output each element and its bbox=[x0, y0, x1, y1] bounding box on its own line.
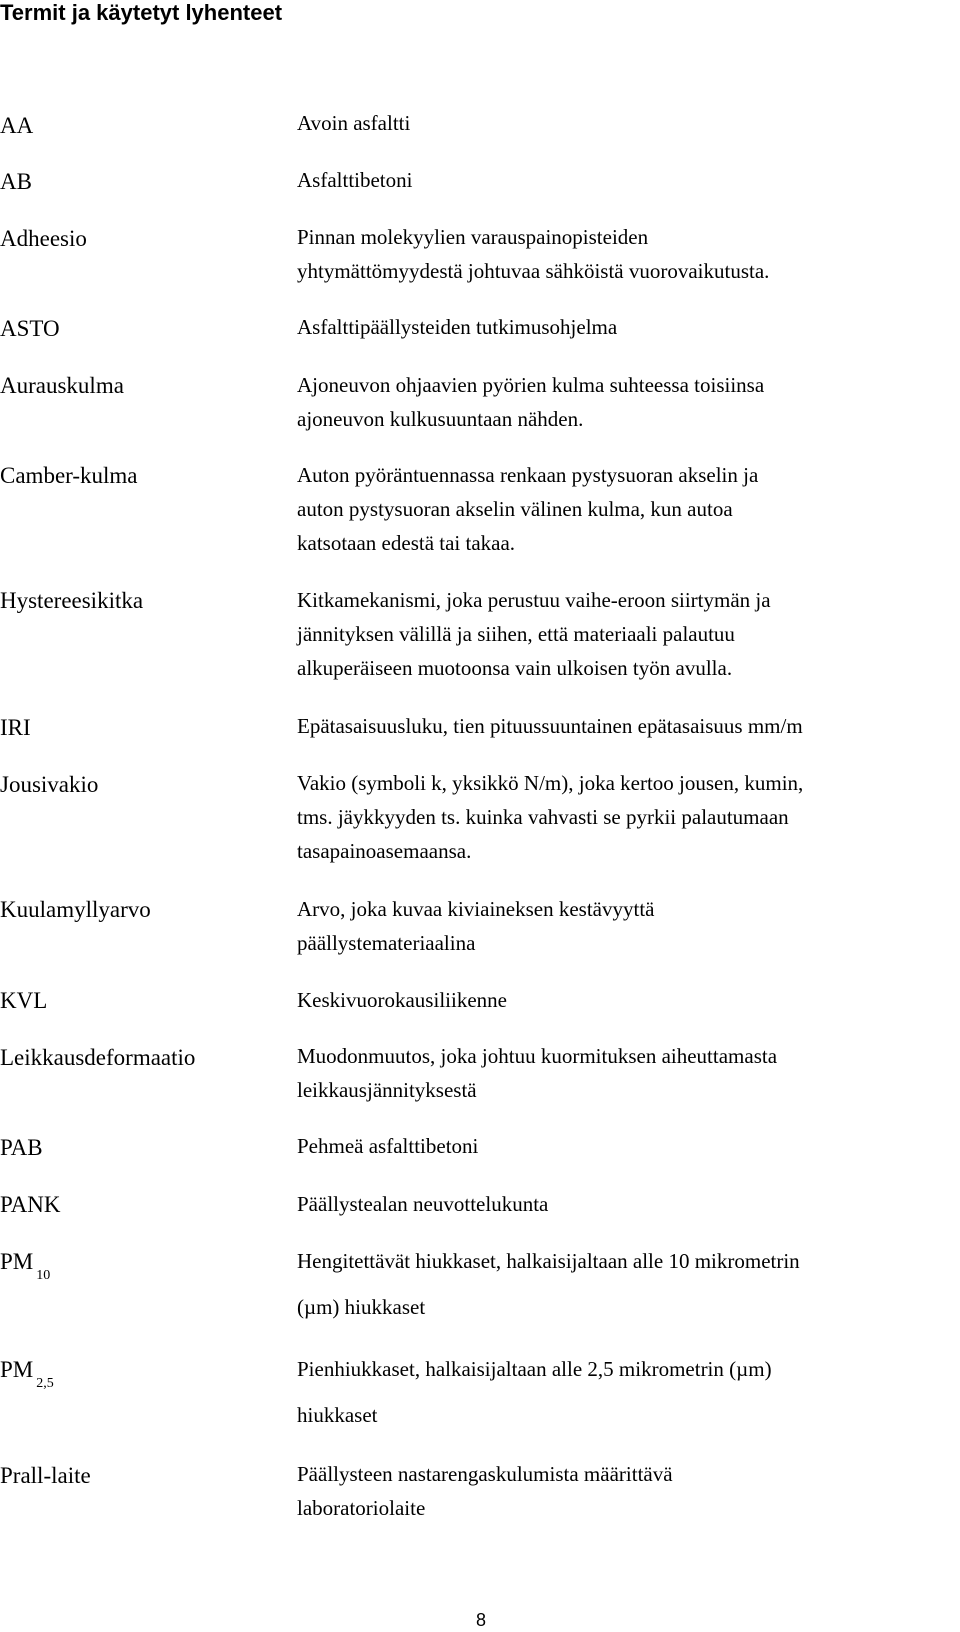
definition-pm10 bbox=[297, 1238, 957, 1330]
term-kuulamyllyarvo: Kuulamyllyarvo bbox=[0, 897, 151, 922]
definition-line: Avoin asfaltti bbox=[297, 111, 411, 135]
definition-line: Päällystealan neuvottelukunta bbox=[297, 1192, 549, 1216]
definition-ab bbox=[297, 163, 957, 197]
definition-line: (µm) hiukkaset bbox=[297, 1295, 426, 1319]
definition-iri bbox=[297, 709, 957, 743]
term-leikkausdeformaatio: Leikkausdeformaatio bbox=[0, 1045, 196, 1070]
definition-adheesio bbox=[297, 220, 957, 288]
term-pm10-base: PM bbox=[0, 1249, 34, 1274]
definition-line: leikkausjännityksestä bbox=[297, 1078, 477, 1102]
definition-kvl bbox=[297, 983, 957, 1017]
definition-hystereesikitka bbox=[297, 583, 957, 685]
definition-line: Muodonmuutos, joka johtuu kuormituksen aiheuttamasta bbox=[297, 1044, 778, 1068]
definition-line: hiukkaset bbox=[297, 1403, 378, 1427]
definition-line: katsotaan edestä tai takaa. bbox=[297, 531, 516, 555]
page-heading: Termit ja käytetyt lyhenteet bbox=[0, 0, 283, 25]
definition-line: tasapainoasemaansa. bbox=[297, 839, 472, 863]
definition-line: Arvo, joka kuvaa kiviaineksen kestävyyttä bbox=[297, 897, 655, 921]
definition-pank bbox=[297, 1187, 957, 1221]
term-pm25-base: PM bbox=[0, 1357, 34, 1382]
term-hystereesikitka: Hystereesikitka bbox=[0, 588, 144, 613]
definition-line: alkuperäiseen muotoonsa vain ulkoisen työn avulla. bbox=[297, 656, 733, 680]
term-pm25 bbox=[0, 1356, 54, 1391]
term-asto: ASTO bbox=[0, 316, 60, 341]
definition-line: Ajoneuvon ohjaavien pyörien kulma suhteessa toisiinsa bbox=[297, 373, 765, 397]
term-pm10-subscript: 10 bbox=[36, 1268, 51, 1283]
definition-kuulamyllyarvo bbox=[297, 892, 957, 960]
term-pm10 bbox=[0, 1248, 51, 1283]
definition-line: Asfalttipäällysteiden tutkimusohjelma bbox=[297, 315, 618, 339]
definition-leikkausdeformaatio bbox=[297, 1039, 957, 1107]
definition-line: Auton pyöräntuennassa renkaan pystysuoran akselin ja bbox=[297, 463, 759, 487]
term-prall-laite: Prall-laite bbox=[0, 1463, 91, 1488]
definition-prall-laite bbox=[297, 1457, 957, 1525]
term-kvl: KVL bbox=[0, 988, 48, 1013]
term-ab: AB bbox=[0, 169, 32, 194]
term-aa: AA bbox=[0, 113, 34, 138]
definition-line: Vakio (symboli k, yksikkö N/m), joka kertoo jousen, kumin, bbox=[297, 771, 804, 795]
definition-jousivakio bbox=[297, 766, 957, 868]
definition-line: Pehmeä asfalttibetoni bbox=[297, 1134, 479, 1158]
definition-line: Keskivuorokausiliikenne bbox=[297, 988, 507, 1012]
definition-line: Pienhiukkaset, halkaisijaltaan alle 2,5 mikrometrin (µm) bbox=[297, 1357, 772, 1381]
definition-pm25 bbox=[297, 1346, 957, 1438]
term-aurauskulma: Aurauskulma bbox=[0, 373, 124, 398]
definition-line: Epätasaisuusluku, tien pituussuuntainen epätasaisuus mm/m bbox=[297, 714, 803, 738]
definition-line: Pinnan molekyylien varauspainopisteiden bbox=[297, 225, 649, 249]
definition-line: laboratoriolaite bbox=[297, 1496, 426, 1520]
definition-line: Hengitettävät hiukkaset, halkaisijaltaan alle 10 mikrometrin bbox=[297, 1249, 800, 1273]
page-number: 8 bbox=[476, 1610, 487, 1630]
definition-aa bbox=[297, 106, 957, 140]
term-pank: PANK bbox=[0, 1192, 61, 1217]
definition-camber-kulma bbox=[297, 458, 957, 560]
term-pab: PAB bbox=[0, 1135, 43, 1160]
definition-pab bbox=[297, 1129, 957, 1163]
term-jousivakio: Jousivakio bbox=[0, 772, 99, 797]
definition-line: auton pystysuoran akselin välinen kulma, kun autoa bbox=[297, 497, 733, 521]
definition-line: Asfalttibetoni bbox=[297, 168, 413, 192]
definition-line: Kitkamekanismi, joka perustuu vaihe-eroon siirtymän ja bbox=[297, 588, 771, 612]
term-iri: IRI bbox=[0, 715, 31, 740]
term-pm25-subscript: 2,5 bbox=[36, 1376, 54, 1391]
definition-line: tms. jäykkyyden ts. kuinka vahvasti se pyrkii palautumaan bbox=[297, 805, 789, 829]
definition-line: yhtymättömyydestä johtuvaa sähköistä vuorovaikutusta. bbox=[297, 259, 770, 283]
term-camber-kulma: Camber-kulma bbox=[0, 463, 138, 488]
definition-line: Päällysteen nastarengaskulumista määrittävä bbox=[297, 1462, 673, 1486]
definition-asto bbox=[297, 310, 957, 344]
definition-line: ajoneuvon kulkusuuntaan nähden. bbox=[297, 407, 584, 431]
term-adheesio: Adheesio bbox=[0, 226, 87, 251]
definition-aurauskulma bbox=[297, 368, 957, 436]
definition-line: päällystemateriaalina bbox=[297, 931, 476, 955]
definition-line: jännityksen välillä ja siihen, että materiaali palautuu bbox=[297, 622, 735, 646]
